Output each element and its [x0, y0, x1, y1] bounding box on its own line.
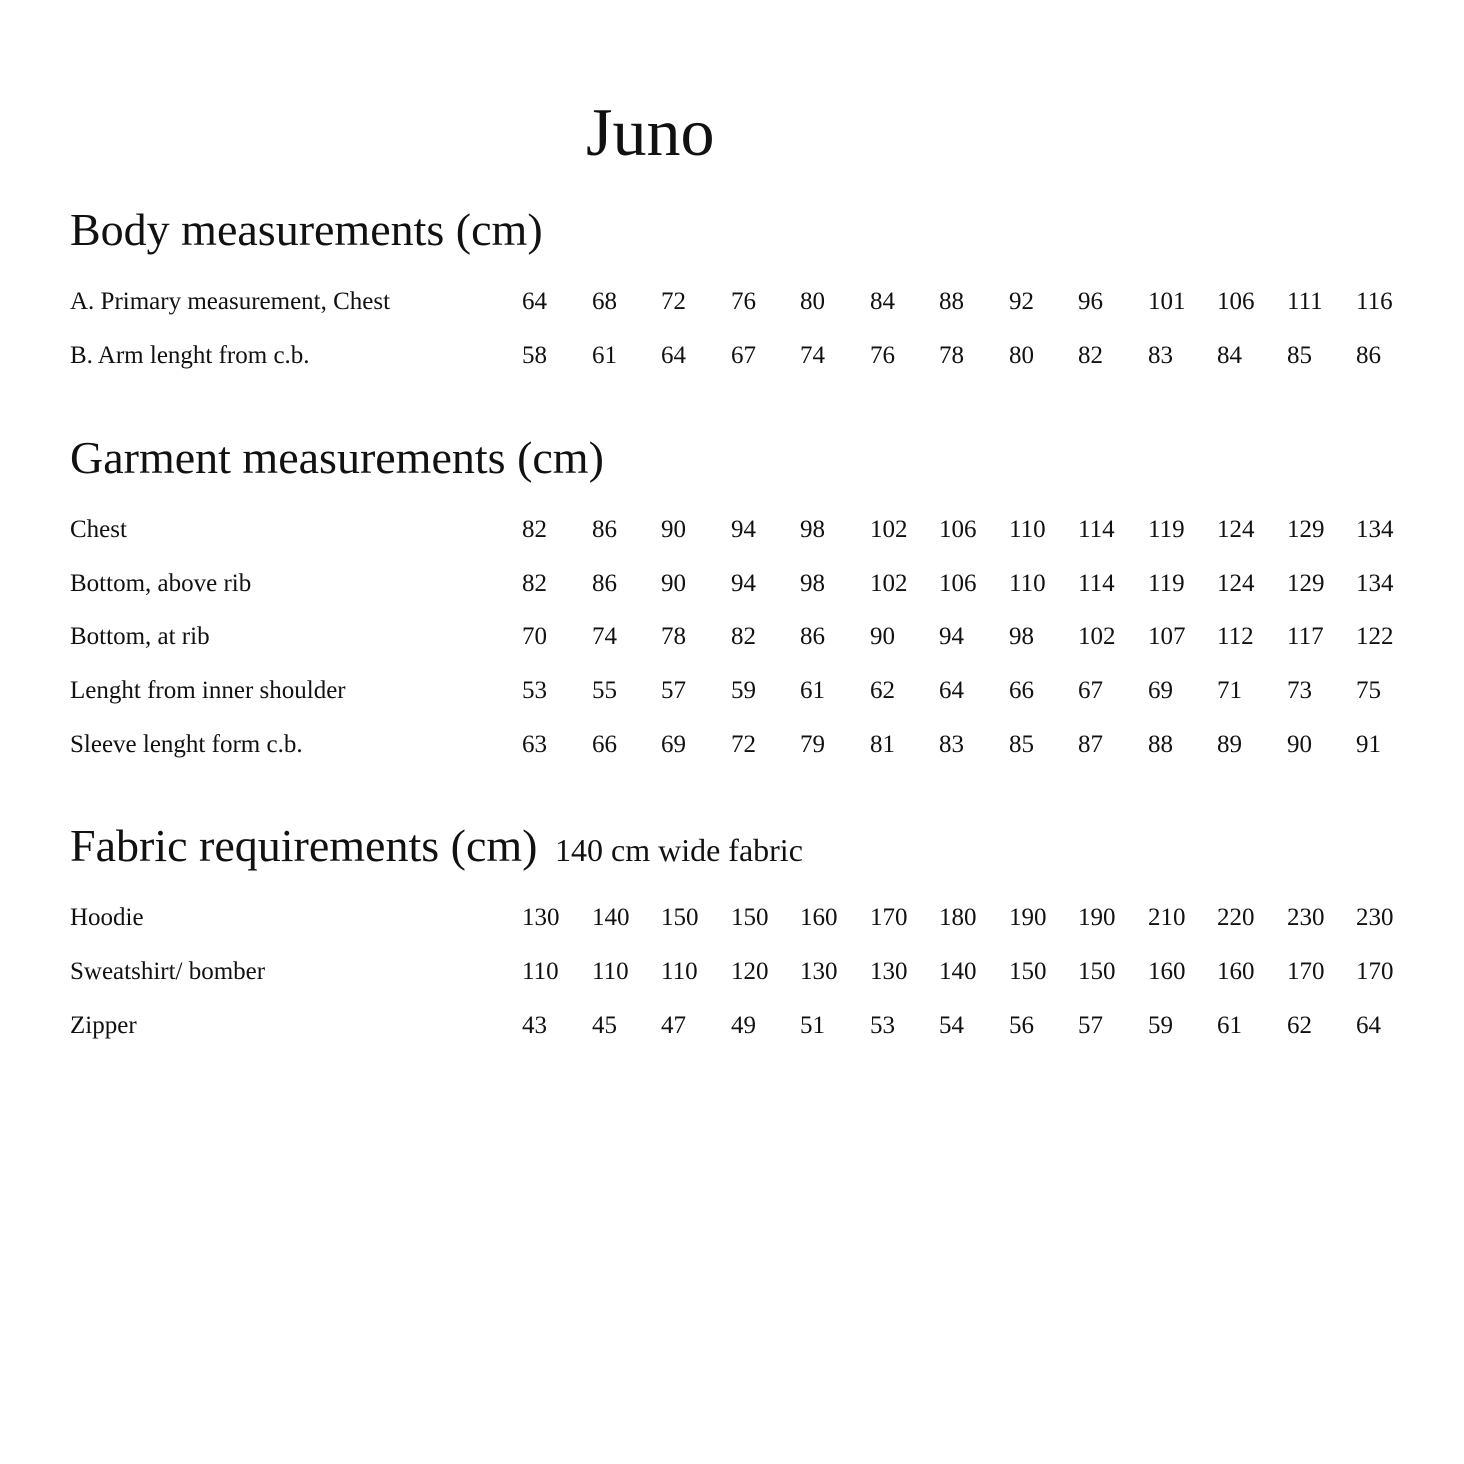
- table-cell: 75: [1356, 677, 1381, 704]
- table-cell: 71: [1217, 677, 1242, 704]
- table-cell: 69: [661, 731, 686, 758]
- table-cell: 111: [1287, 288, 1323, 315]
- table-cell: 120: [731, 958, 769, 985]
- table-cell: 112: [1217, 623, 1254, 650]
- table-cell: 76: [870, 342, 895, 369]
- row-label: B. Arm lenght from c.b.: [70, 342, 310, 369]
- table-cell: 45: [592, 1012, 617, 1039]
- table-cell: 101: [1148, 288, 1186, 315]
- table-cell: 84: [1217, 342, 1242, 369]
- table-cell: 87: [1078, 731, 1103, 758]
- table-cell: 83: [939, 731, 964, 758]
- table-cell: 90: [661, 570, 686, 597]
- table-row: [70, 336, 1450, 376]
- table-cell: 106: [939, 516, 977, 543]
- table-cell: 102: [870, 516, 908, 543]
- table-cell: 129: [1287, 570, 1325, 597]
- table-cell: 130: [800, 958, 838, 985]
- table-cell: 53: [522, 677, 547, 704]
- table-cell: 116: [1356, 288, 1393, 315]
- section-heading-body-measurements: [70, 202, 543, 258]
- section-heading-text: Body measurements (cm): [70, 204, 543, 255]
- table-cell: 98: [800, 570, 825, 597]
- table-cell: 49: [731, 1012, 756, 1039]
- table-cell: 124: [1217, 516, 1255, 543]
- table-cell: 122: [1356, 623, 1394, 650]
- table-cell: 88: [939, 288, 964, 315]
- table-cell: 119: [1148, 516, 1185, 543]
- table-cell: 102: [870, 570, 908, 597]
- table-cell: 86: [1356, 342, 1381, 369]
- table-cell: 79: [800, 731, 825, 758]
- table-cell: 72: [661, 288, 686, 315]
- table-cell: 62: [870, 677, 895, 704]
- table-cell: 59: [1148, 1012, 1173, 1039]
- table-cell: 81: [870, 731, 895, 758]
- table-cell: 82: [1078, 342, 1103, 369]
- table-cell: 73: [1287, 677, 1312, 704]
- table-cell: 86: [592, 516, 617, 543]
- table-cell: 92: [1009, 288, 1034, 315]
- table-cell: 180: [939, 904, 977, 931]
- table-cell: 80: [1009, 342, 1034, 369]
- table-cell: 110: [522, 958, 559, 985]
- table-cell: 160: [1148, 958, 1186, 985]
- table-cell: 130: [870, 958, 908, 985]
- table-cell: 68: [592, 288, 617, 315]
- table-cell: 90: [1287, 731, 1312, 758]
- table-cell: 110: [592, 958, 629, 985]
- table-cell: 64: [1356, 1012, 1381, 1039]
- row-label: Zipper: [70, 1012, 137, 1039]
- table-cell: 61: [592, 342, 617, 369]
- table-cell: 190: [1009, 904, 1047, 931]
- table-cell: 64: [661, 342, 686, 369]
- table-cell: 94: [939, 623, 964, 650]
- table-cell: 86: [592, 570, 617, 597]
- table-row: [70, 564, 1450, 604]
- table-row: [70, 617, 1450, 657]
- table-cell: 57: [1078, 1012, 1103, 1039]
- table-cell: 114: [1078, 516, 1115, 543]
- table-cell: 134: [1356, 516, 1394, 543]
- table-cell: 57: [661, 677, 686, 704]
- table-cell: 86: [800, 623, 825, 650]
- table-cell: 129: [1287, 516, 1325, 543]
- table-cell: 150: [1078, 958, 1116, 985]
- table-cell: 230: [1356, 904, 1394, 931]
- section-heading-fabric-requirements: [70, 818, 803, 878]
- table-cell: 84: [870, 288, 895, 315]
- table-cell: 74: [592, 623, 617, 650]
- table-cell: 98: [1009, 623, 1034, 650]
- table-cell: 55: [592, 677, 617, 704]
- table-cell: 220: [1217, 904, 1255, 931]
- table-cell: 83: [1148, 342, 1173, 369]
- row-label: Sleeve lenght form c.b.: [70, 731, 303, 758]
- table-cell: 66: [1009, 677, 1034, 704]
- table-cell: 72: [731, 731, 756, 758]
- row-label: A. Primary measurement, Chest: [70, 288, 391, 315]
- table-cell: 69: [1148, 677, 1173, 704]
- table-cell: 102: [1078, 623, 1116, 650]
- section-heading-text: Fabric requirements (cm): [70, 820, 538, 871]
- table-cell: 64: [522, 288, 547, 315]
- table-cell: 160: [1217, 958, 1255, 985]
- table-cell: 82: [522, 570, 547, 597]
- table-cell: 76: [731, 288, 756, 315]
- table-cell: 67: [731, 342, 756, 369]
- table-cell: 56: [1009, 1012, 1034, 1039]
- table-cell: 98: [800, 516, 825, 543]
- table-cell: 62: [1287, 1012, 1312, 1039]
- table-cell: 51: [800, 1012, 825, 1039]
- table-cell: 88: [1148, 731, 1173, 758]
- table-cell: 54: [939, 1012, 964, 1039]
- table-cell: 150: [661, 904, 699, 931]
- table-cell: 210: [1148, 904, 1186, 931]
- table-cell: 59: [731, 677, 756, 704]
- table-cell: 119: [1148, 570, 1185, 597]
- section-heading-text: Garment measurements (cm): [70, 432, 604, 483]
- table-cell: 85: [1009, 731, 1034, 758]
- table-cell: 61: [800, 677, 825, 704]
- row-label: Chest: [70, 516, 127, 543]
- table-cell: 89: [1217, 731, 1242, 758]
- table-cell: 80: [800, 288, 825, 315]
- table-cell: 160: [800, 904, 838, 931]
- table-cell: 114: [1078, 570, 1115, 597]
- table-cell: 85: [1287, 342, 1312, 369]
- table-row: [70, 898, 1450, 938]
- table-cell: 90: [870, 623, 895, 650]
- table-cell: 110: [1009, 570, 1046, 597]
- table-cell: 230: [1287, 904, 1325, 931]
- table-cell: 90: [661, 516, 686, 543]
- table-cell: 106: [939, 570, 977, 597]
- table-cell: 67: [1078, 677, 1103, 704]
- row-label: Lenght from inner shoulder: [70, 677, 346, 704]
- section-heading-note: 140 cm wide fabric: [554, 832, 803, 868]
- table-cell: 150: [731, 904, 769, 931]
- document-title: Juno: [586, 94, 715, 170]
- table-cell: 66: [592, 731, 617, 758]
- table-cell: 43: [522, 1012, 547, 1039]
- section-heading-garment-measurements: [70, 430, 604, 486]
- table-cell: 96: [1078, 288, 1103, 315]
- row-label: Sweatshirt/ bomber: [70, 958, 266, 985]
- table-cell: 170: [1356, 958, 1394, 985]
- table-cell: 107: [1148, 623, 1186, 650]
- table-cell: 78: [939, 342, 964, 369]
- table-cell: 170: [870, 904, 908, 931]
- table-cell: 91: [1356, 731, 1381, 758]
- table-row: [70, 671, 1450, 711]
- table-cell: 94: [731, 516, 756, 543]
- table-cell: 170: [1287, 958, 1325, 985]
- table-cell: 47: [661, 1012, 686, 1039]
- table-cell: 74: [800, 342, 825, 369]
- table-cell: 78: [661, 623, 686, 650]
- row-label: Hoodie: [70, 904, 144, 931]
- table-cell: 70: [522, 623, 547, 650]
- table-cell: 130: [522, 904, 560, 931]
- table-cell: 64: [939, 677, 964, 704]
- table-cell: 82: [522, 516, 547, 543]
- table-cell: 53: [870, 1012, 895, 1039]
- table-row: [70, 510, 1450, 550]
- table-cell: 117: [1287, 623, 1324, 650]
- table-cell: 134: [1356, 570, 1394, 597]
- table-cell: 58: [522, 342, 547, 369]
- table-cell: 110: [1009, 516, 1046, 543]
- table-row: [70, 952, 1450, 992]
- table-row: [70, 282, 1450, 322]
- table-cell: 140: [592, 904, 630, 931]
- table-cell: 150: [1009, 958, 1047, 985]
- table-cell: 190: [1078, 904, 1116, 931]
- table-cell: 106: [1217, 288, 1255, 315]
- table-row: [70, 1006, 1450, 1046]
- table-cell: 124: [1217, 570, 1255, 597]
- table-cell: 94: [731, 570, 756, 597]
- table-cell: 140: [939, 958, 977, 985]
- table-cell: 110: [661, 958, 698, 985]
- row-label: Bottom, above rib: [70, 570, 252, 597]
- table-cell: 63: [522, 731, 547, 758]
- table-cell: 82: [731, 623, 756, 650]
- table-cell: 61: [1217, 1012, 1242, 1039]
- row-label: Bottom, at rib: [70, 623, 210, 650]
- table-row: [70, 725, 1450, 765]
